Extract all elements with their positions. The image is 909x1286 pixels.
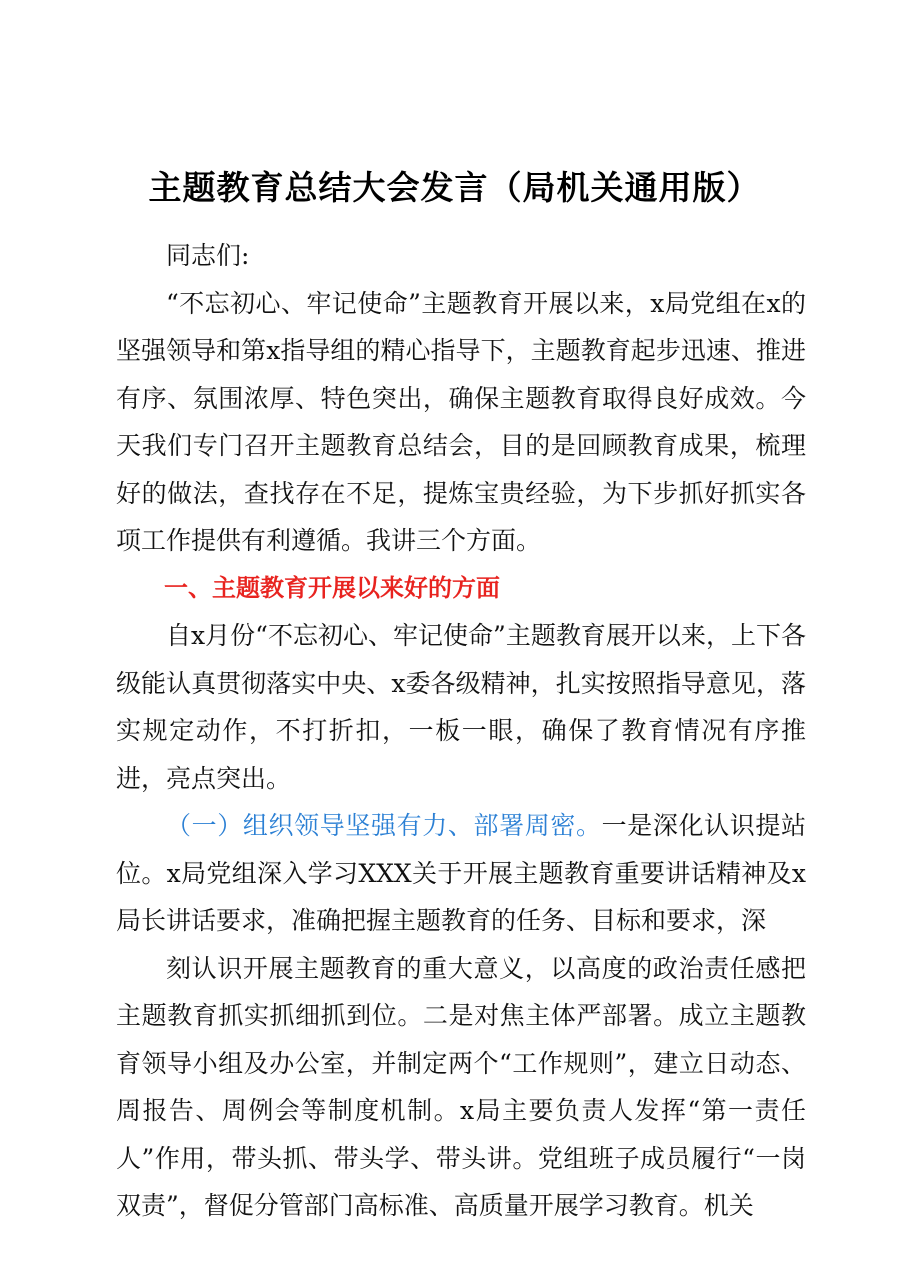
intro-paragraph: “不忘初心、牢记使命”主题教育开展以来，x局党组在x的坚强领导和第x指导组的精心指导下，主题教育起步迅速、推进有序、氛围浓厚、特色突出，确保主题教育取得良好成效。今天我们专门召开主题教育总结会，目的是回顾教育成果，梳理好的做法，查找存在不足，提炼宝贵经验，为下步抓好抓实各项工作提供有利遵循。我讲三个方面。 bbox=[116, 288, 806, 555]
greeting: 同志们: bbox=[166, 241, 250, 270]
document-body bbox=[116, 232, 806, 1230]
subsection-heading-1: （一）组织领导坚强有力、部署周密。 bbox=[166, 811, 602, 840]
document-title: 主题教育总结大会发言（局机关通用版） bbox=[148, 168, 761, 207]
subsection-1-text: 一是深化认识提站位。x局党组深入学习XXX关于开展主题教育重要讲话精神及x局长讲话要求，准确把握主题教育的任务、目标和要求，深 bbox=[116, 811, 806, 935]
continuation-paragraph: 刻认识开展主题教育的重大意义，以高度的政治责任感把主题教育抓实抓细抓到位。二是对焦主体严部署。成立主题教育领导小组及办公室，并制定两个“工作规则”，建立日动态、周报告、周例会等制度机制。x局主要负责人发挥“第一责任人”作用，带头抓、带头学、带头讲。党组班子成员履行“一岗双责”，督促分管部门高标准、高质量开展学习教育。机关 bbox=[116, 953, 806, 1220]
section-heading-1: 一、主题教育开展以来好的方面 bbox=[164, 573, 500, 602]
section-1-paragraph: 自x月份“不忘初心、牢记使命”主题教育展开以来，上下各级能认真贯彻落实中央、x委各级精神，扎实按照指导意见，落实规定动作，不打折扣，一板一眼，确保了教育情况有序推进，亮点突出。 bbox=[116, 621, 806, 793]
subsection-1-paragraph bbox=[116, 802, 806, 945]
